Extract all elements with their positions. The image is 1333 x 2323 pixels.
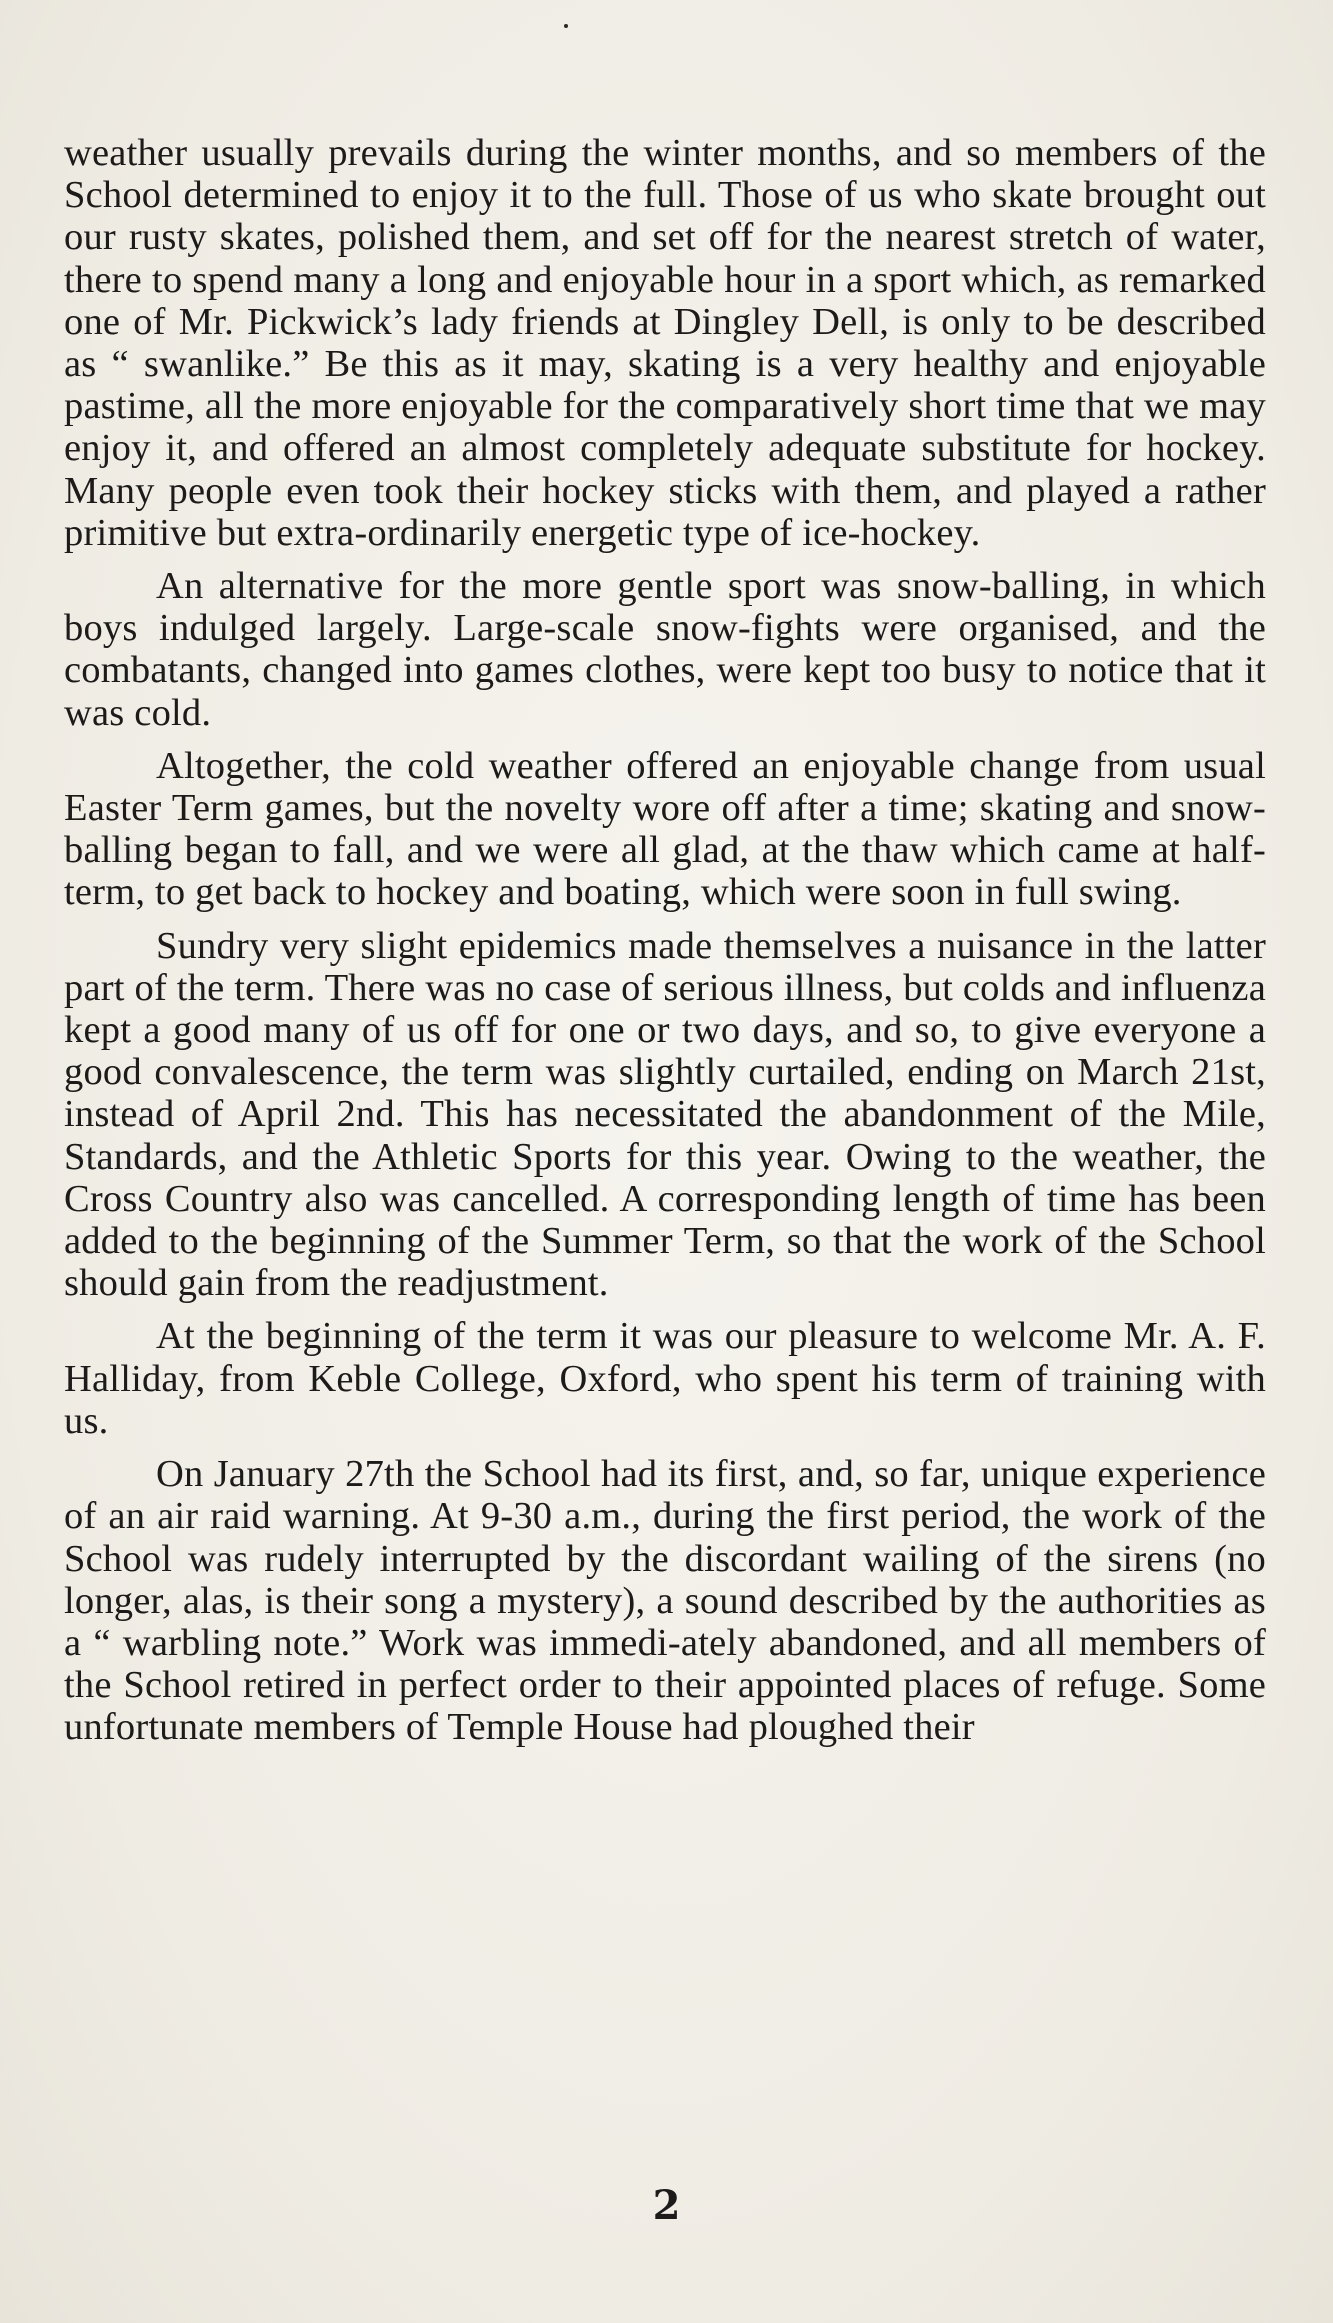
- paragraph-5: At the beginning of the term it was our pleasure to welcome Mr. A. F. Halliday, from Keble College, Oxford, who spent his term of training with us.: [64, 1315, 1266, 1442]
- body-text: [64, 132, 1266, 1760]
- paragraph-6: On January 27th the School had its first, and, so far, unique experience of an air raid warning. At 9-30 a.m., during the first period, the work of the School was rudely interrupted by the discordant wailing of the sirens (no longer, alas, is their song a mystery), a sound described by the authorities as a “ warbling note.” Work was immedi-ately abandoned, and all members of the School retired in perfect order to their appointed places of refuge. Some unfortunate members of Temple House had ploughed their: [64, 1453, 1266, 1749]
- page-number: 2: [652, 2182, 681, 2229]
- paragraph-3: Altogether, the cold weather offered an enjoyable change from usual Easter Term games, but the novelty wore off after a time; skating and snow-balling began to fall, and we were all glad, at the thaw which came at half-term, to get back to hockey and boating, which were soon in full swing.: [64, 744, 1266, 914]
- paragraph-2: An alternative for the more gentle sport was snow-balling, in which boys indulged largely. Large-scale snow-fights were organised, and the combatants, changed into games clothes, were kept too busy to notice that it was cold.: [64, 565, 1266, 734]
- paragraph-4: Sundry very slight epidemics made themselves a nuisance in the latter part of the term. There was no case of serious illness, but colds and influenza kept a good many of us off for one or two days, and so, to give everyone a good convalescence, the term was slightly curtailed, ending on March 21st, instead of April 2nd. This has necessitated the abandonment of the Mile, Standards, and the Athletic Sports for this year. Owing to the weather, the Cross Country also was cancelled. A corresponding length of time has been added to the beginning of the Summer Term, so that the work of the School should gain from the readjustment.: [64, 924, 1266, 1305]
- ink-speck: [564, 24, 568, 28]
- paragraph-1: weather usually prevails during the winter months, and so members of the School determined to enjoy it to the full. Those of us who skate brought out our rusty skates, polished them, and set off for the nearest stretch of water, there to spend many a long and enjoyable hour in a sport which, as remarked one of Mr. Pickwick’s lady friends at Dingley Dell, is only to be described as “ swanlike.” Be this as it may, skating is a very healthy and enjoyable pastime, all the more enjoyable for the comparatively short time that we may enjoy it, and offered an almost completely adequate substitute for hockey. Many people even took their hockey sticks with them, and played a rather primitive but extra-ordinarily energetic type of ice-hockey.: [64, 132, 1266, 554]
